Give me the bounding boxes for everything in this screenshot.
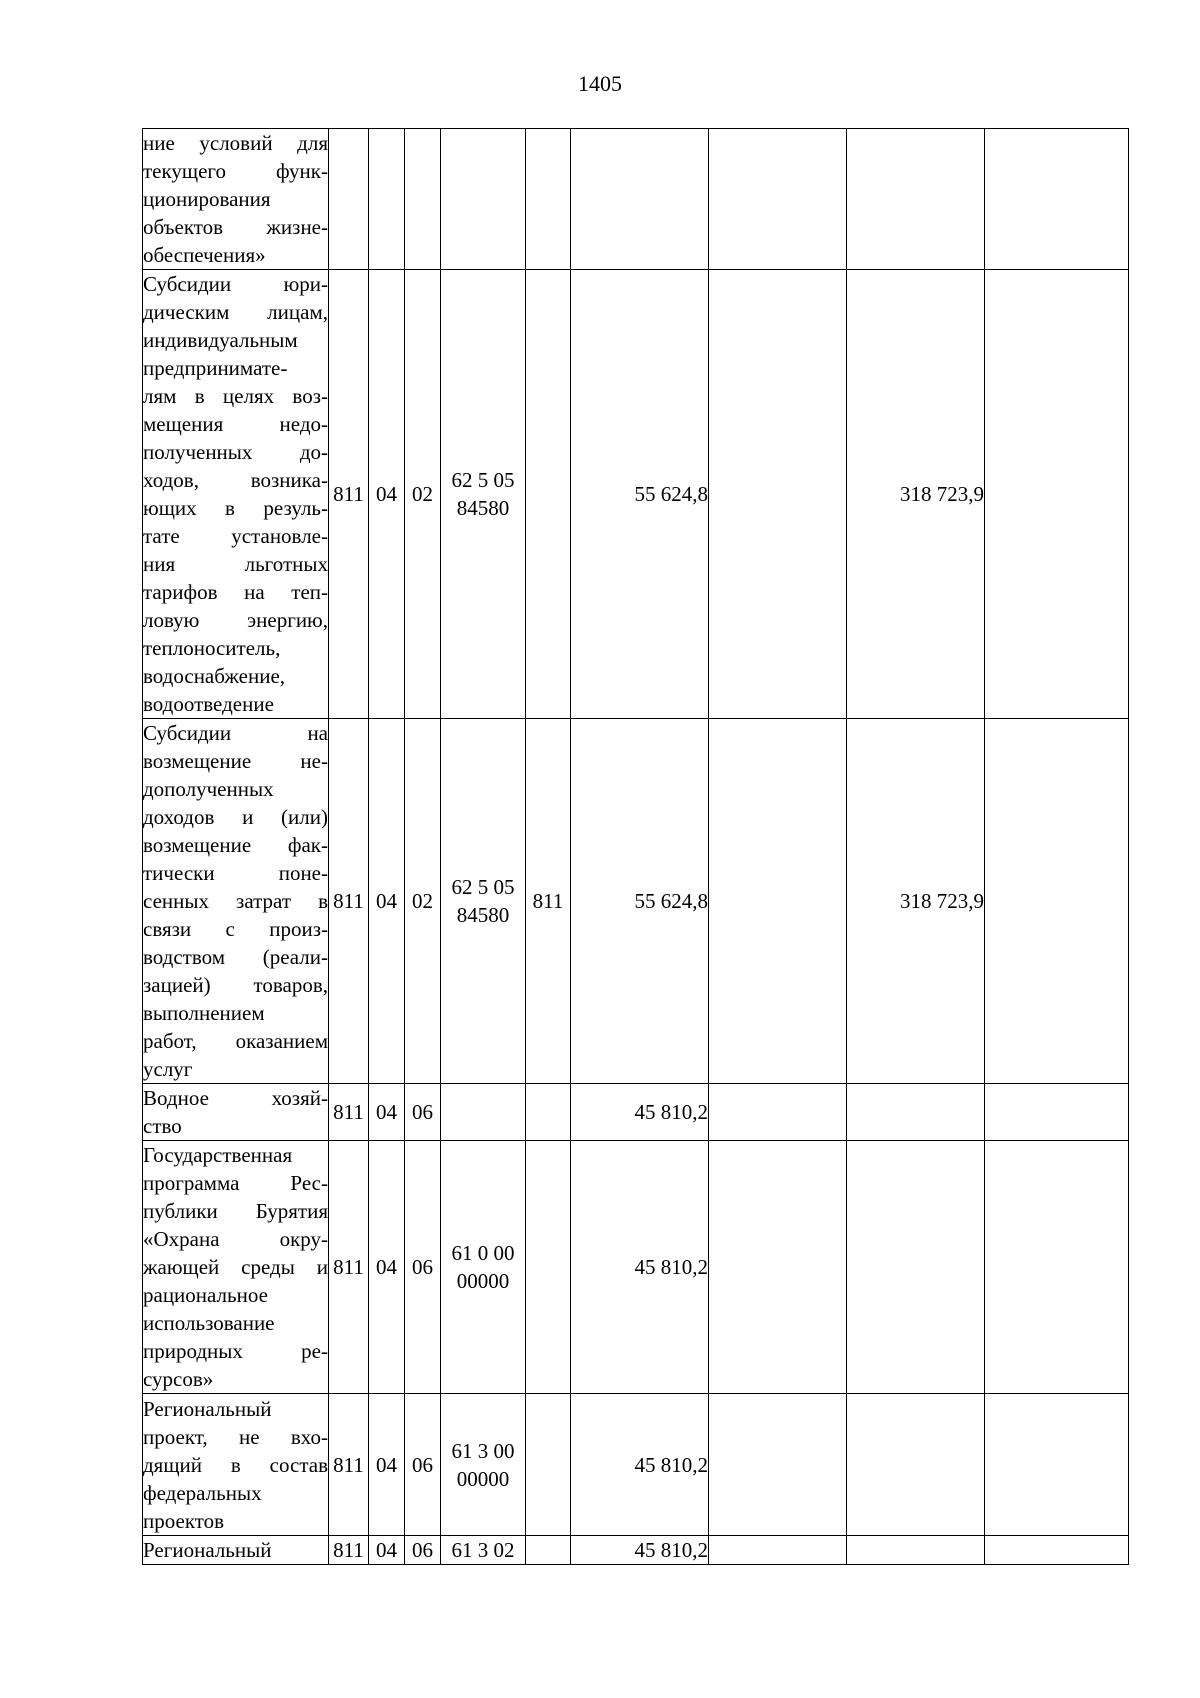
table-row [143,129,1129,270]
row-name-line: возмещение не- [143,749,328,773]
target-article-cell [441,1536,526,1565]
target-article-line: 62 5 05 [451,875,515,899]
amount-cell [709,1084,847,1141]
amount-cell [709,719,847,1084]
row-name-line: тически поне- [143,861,328,885]
row-name-line: федеральных [143,1480,262,1505]
target-article-line: 00000 [456,1466,510,1491]
ministry-code-cell: 811 [329,1084,369,1141]
row-name-cell [143,1084,329,1141]
row-name-line: проектов [143,1508,225,1533]
target-article-line: 84580 [456,903,510,927]
row-name-line: программа Рес- [143,1171,328,1195]
row-name-line: обеспечения» [143,243,266,267]
target-article-line: 61 3 00 [451,1438,515,1463]
amount-cell: 45 810,2 [571,1394,709,1536]
row-name-line: ционирования [143,187,271,211]
row-name-line: водством (реали- [143,945,328,969]
section-code-cell: 04 [369,1394,405,1536]
target-article-cell [441,1394,526,1536]
section-code-cell: 04 [369,270,405,719]
target-article-cell [441,270,526,719]
section-code-cell: 04 [369,1084,405,1141]
row-name-line: возмещение фак- [143,833,328,857]
row-name-cell [143,1536,329,1565]
row-name-line: связи с произ- [143,917,328,941]
amount-cell [709,1394,847,1536]
subsection-code-cell [405,129,441,270]
section-code-cell: 04 [369,1141,405,1394]
section-code-cell: 04 [369,719,405,1084]
amount-cell [985,1536,1129,1565]
subsection-code-cell: 02 [405,270,441,719]
table-body [143,129,1129,1565]
row-name-line: ющих в резуль- [143,496,328,520]
amount-cell: 45 810,2 [571,1536,709,1565]
table-row [143,1084,1129,1141]
amount-cell [985,1141,1129,1394]
subsection-code-cell: 02 [405,719,441,1084]
row-name-line: доходов и (или) [143,805,328,829]
row-name-line: дополученных [143,777,274,801]
table-row [143,1536,1129,1565]
amount-cell: 318 723,9 [847,270,985,719]
ministry-code-cell: 811 [329,270,369,719]
row-name-line: ния льготных [143,552,328,576]
amount-cell [709,1141,847,1394]
row-name-line: ние условий для [143,131,328,155]
amount-cell [847,129,985,270]
subsection-code-cell: 06 [405,1141,441,1394]
ministry-code-cell: 811 [329,719,369,1084]
row-name-line: проект, не вхо- [143,1424,328,1449]
row-name-line: тате установле- [143,524,328,548]
amount-cell [985,129,1129,270]
section-code-cell: 04 [369,1536,405,1565]
ministry-code-cell: 811 [329,1394,369,1536]
target-article-line: 00000 [456,1269,510,1293]
row-name-line: Государственная [143,1143,293,1167]
amount-cell: 55 624,8 [571,719,709,1084]
row-name-line: текущего функ- [143,159,328,183]
target-article-line: 84580 [456,496,510,520]
expense-type-cell: 811 [526,719,571,1084]
row-name-line: предпринимате- [143,356,288,380]
target-article-cell [441,129,526,270]
amount-cell [847,1084,985,1141]
row-name-line: Субсидии юри- [143,272,328,296]
table-row [143,270,1129,719]
row-name-line: мещения недо- [143,412,328,436]
ministry-code-cell [329,129,369,270]
row-name-line: использование [143,1311,275,1335]
target-article-line: 61 0 00 [451,1241,515,1265]
target-article-line: 62 5 05 [451,468,515,492]
expense-type-cell [526,129,571,270]
row-name-line: жающей среды и [143,1255,328,1279]
row-name-line: лям в целях воз- [143,384,328,408]
row-name-cell [143,1394,329,1536]
amount-cell [985,1394,1129,1536]
row-name-line: ловую энергию, [143,608,328,632]
amount-cell: 318 723,9 [847,719,985,1084]
row-name-line: индивидуальным [143,328,298,352]
row-name-line: сенных затрат в [143,889,328,913]
row-name-line: сурсов» [143,1367,214,1391]
row-name-line: дическим лицам, [143,300,328,324]
table-row [143,1141,1129,1394]
row-name-cell [143,719,329,1084]
row-name-line: Субсидии на [143,721,328,745]
page-number: 1405 [578,71,622,96]
row-name-line: услуг [143,1057,193,1081]
row-name-line: рациональное [143,1283,268,1307]
row-name-line: теплоноситель, [143,636,281,660]
row-name-line: дящий в состав [143,1452,328,1477]
amount-cell [847,1141,985,1394]
row-name-cell [143,270,329,719]
row-name-cell [143,1141,329,1394]
row-name-line: объектов жизне- [143,215,328,239]
target-article-cell [441,1141,526,1394]
row-name-line: Водное хозяй- [143,1086,328,1110]
target-article-cell [441,719,526,1084]
row-name-line: ство [143,1114,182,1138]
row-name-line: природных ре- [143,1339,328,1363]
row-name-line: работ, оказанием [143,1029,328,1053]
row-name-line: тарифов на теп- [143,580,328,604]
amount-cell: 45 810,2 [571,1084,709,1141]
amount-cell [709,1536,847,1565]
subsection-code-cell: 06 [405,1536,441,1565]
row-name-line: публики Бурятия [143,1199,328,1223]
amount-cell: 45 810,2 [571,1141,709,1394]
row-name-line: зацией) товаров, [143,973,328,997]
expense-type-cell [526,270,571,719]
row-name-line: Региональный [143,1538,272,1562]
row-name-cell [143,129,329,270]
amount-cell [571,129,709,270]
subsection-code-cell: 06 [405,1394,441,1536]
target-article-cell [441,1084,526,1141]
amount-cell: 55 624,8 [571,270,709,719]
table-row [143,719,1129,1084]
expense-type-cell [526,1084,571,1141]
row-name-line: полученных до- [143,440,328,464]
section-code-cell [369,129,405,270]
row-name-line: выполнением [143,1001,265,1025]
expense-type-cell [526,1394,571,1536]
row-name-line: «Охрана окру- [143,1227,328,1251]
target-article-line: 61 3 02 [451,1538,515,1562]
table-row [143,1394,1129,1536]
amount-cell [709,129,847,270]
ministry-code-cell: 811 [329,1141,369,1394]
amount-cell [709,270,847,719]
amount-cell [985,719,1129,1084]
amount-cell [985,1084,1129,1141]
amount-cell [847,1536,985,1565]
expense-type-cell [526,1141,571,1394]
row-name-line: ходов, возника- [143,468,328,492]
ministry-code-cell: 811 [329,1536,369,1565]
row-name-line: водоотведение [143,692,274,716]
amount-cell [847,1394,985,1536]
budget-table [142,128,1129,1565]
subsection-code-cell: 06 [405,1084,441,1141]
expense-type-cell [526,1536,571,1565]
amount-cell [985,270,1129,719]
row-name-line: водоснабжение, [143,664,286,688]
row-name-line: Региональный [143,1396,272,1421]
